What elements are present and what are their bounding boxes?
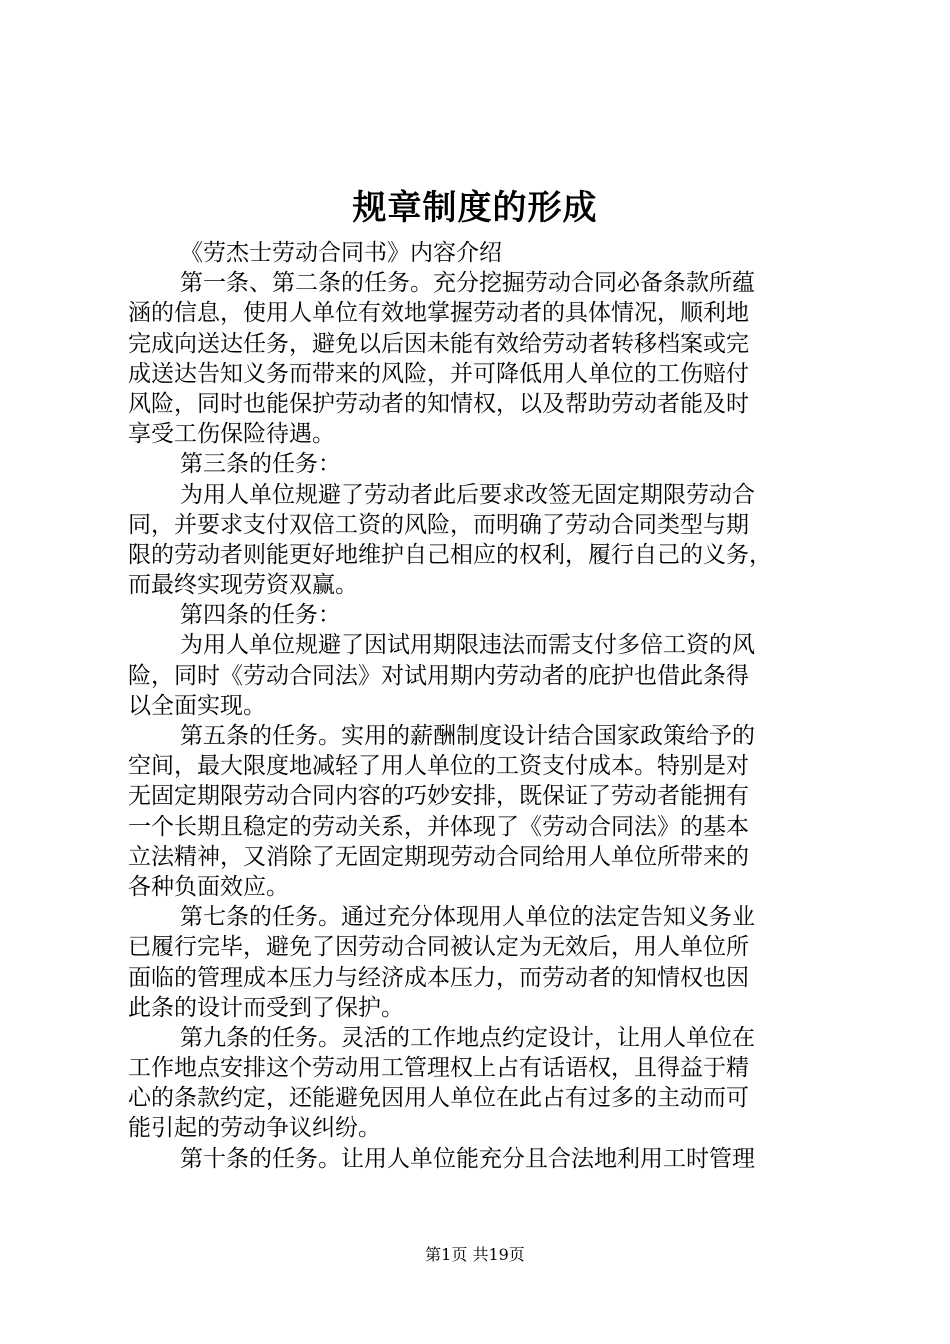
text-line: 而最终实现劳资双赢。 <box>128 572 358 599</box>
text-line: 同，并要求支付双倍工资的风险，而明确了劳动合同类型与期 <box>128 511 749 538</box>
text-line: 无固定期限劳动合同内容的巧妙安排，既保证了劳动者能拥有 <box>128 783 749 810</box>
text-line: 面临的管理成本压力与经济成本压力，而劳动者的知情权也因 <box>128 964 749 991</box>
text-line: 立法精神，又消除了无固定期现劳动合同给用人单位所带来的 <box>128 843 749 870</box>
text-line: 第三条的任务： <box>180 451 341 478</box>
text-line: 风险，同时也能保护劳动者的知情权，以及帮助劳动者能及时 <box>128 390 749 417</box>
text-line: 第一条、第二条的任务。充分挖掘劳动合同必备条款所蕴 <box>180 270 755 297</box>
text-line: 涵的信息，使用人单位有效地掌握劳动者的具体情况，顺利地 <box>128 300 749 327</box>
text-line: 第七条的任务。通过充分体现用人单位的法定告知义务业 <box>180 904 755 931</box>
text-line: 已履行完毕，避免了因劳动合同被认定为无效后，用人单位所 <box>128 934 749 961</box>
text-line: 险，同时《劳动合同法》对试用期内劳动者的庇护也借此条得 <box>128 662 749 689</box>
document-body <box>128 238 838 1174</box>
text-line: 空间，最大限度地减轻了用人单位的工资支付成本。特别是对 <box>128 753 749 780</box>
text-line: 成送达告知义务而带来的风险，并可降低用人单位的工伤赔付 <box>128 360 749 387</box>
text-line: 心的条款约定，还能避免因用人单位在此占有过多的主动而可 <box>128 1085 749 1112</box>
text-line: 一个长期且稳定的劳动关系，并体现了《劳动合同法》的基本 <box>128 813 749 840</box>
text-line: 各种负面效应。 <box>128 873 289 900</box>
text-line: 第四条的任务： <box>180 602 341 629</box>
text-line: 工作地点安排这个劳动用工管理权上占有话语权，且得益于精 <box>128 1055 749 1082</box>
text-line: 以全面实现。 <box>128 692 266 719</box>
text-line: 限的劳动者则能更好地维护自己相应的权利，履行自己的义务， <box>128 541 772 568</box>
text-line: 此条的设计而受到了保护。 <box>128 994 404 1021</box>
text-line: 第十条的任务。让用人单位能充分且合法地利用工时管理 <box>180 1145 755 1172</box>
text-line: 第五条的任务。实用的薪酬制度设计结合国家政策给予的 <box>180 723 755 749</box>
text-line: 为用人单位规避了因试用期限违法而需支付多倍工资的风 <box>180 632 755 659</box>
document-title: 规章制度的形成 <box>352 188 598 228</box>
text-line: 能引起的劳动争议纠纷。 <box>128 1115 381 1142</box>
text-line: 享受工伤保险待遇。 <box>128 421 335 448</box>
text-line: 第九条的任务。灵活的工作地点约定设计，让用人单位在 <box>180 1024 755 1051</box>
page-number: 第1页 共19页 <box>425 1245 525 1264</box>
text-line: 为用人单位规避了劳动者此后要求改签无固定期限劳动合 <box>180 481 755 508</box>
text-line: 《劳杰士劳动合同书》内容介绍 <box>180 240 502 266</box>
text-line: 完成向送达任务，避免以后因未能有效给劳动者转移档案或完 <box>128 330 749 357</box>
